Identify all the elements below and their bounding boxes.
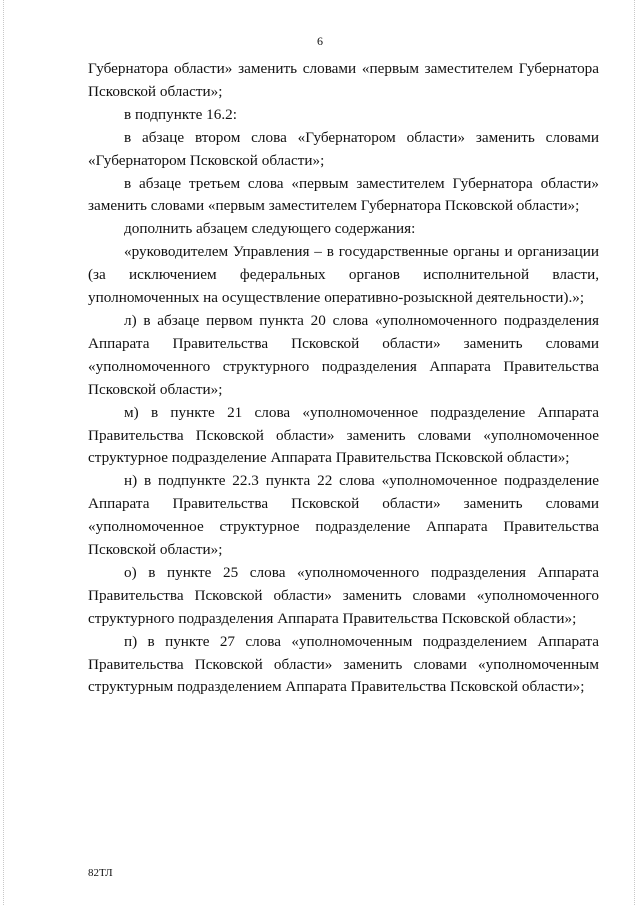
footer-document-code: 82ТЛ: [88, 867, 113, 879]
page-number: 6: [317, 34, 323, 48]
paragraph-item-m: м) в пункте 21 слова «уполномоченное подразделение Аппарата Правительства Псковской области» заменить словами «уполномоченное структурное подразделение Аппарата Правительства Псковской области»;: [88, 403, 599, 467]
paragraph-item-l: л) в абзаце первом пункта 20 слова «уполномоченного подразделения Аппарата Правительства Псковской области» заменить словами «уполномоченного структурного подразделения Аппарата Правительства Псковской области»;: [88, 311, 599, 398]
paragraph-quoted-addition: «руководителем Управления – в государственные органы и организации (за исключением федеральных органов исполнительной власти, уполномоченных на осуществление оперативно-розыскной деятельности).»;: [88, 243, 599, 307]
paragraph-add-abzac: дополнить абзацем следующего содержания:: [124, 220, 416, 238]
paragraph-item-n: н) в подпункте 22.3 пункта 22 слова «уполномоченное подразделение Аппарата Правительства Псковской области» заменить словами «уполномоченное структурное подразделение Аппарата Правительства Псковской области»;: [88, 472, 599, 559]
paragraph-third-abzac: в абзаце третьем слова «первым заместителем Губернатора области» заменить словами «первым заместителем Губернатора Псковской области»;: [88, 174, 599, 215]
paragraph-continuation: Губернатора области» заменить словами «первым заместителем Губернатора Псковской области»;: [88, 60, 599, 100]
scan-edge-right: [634, 0, 636, 905]
paragraph-second-abzac: в абзаце втором слова «Губернатором области» заменить словами «Губернатором Псковской области»;: [88, 128, 599, 169]
document-body: [88, 58, 599, 699]
paragraph-item-o: о) в пункте 25 слова «уполномоченного подразделения Аппарата Правительства Псковской области» заменить словами «уполномоченного структурного подразделения Аппарата Правительства Псковской области»;: [88, 563, 599, 627]
paragraph-subpoint-16-2: в подпункте 16.2:: [124, 105, 237, 123]
paragraph-item-p: п) в пункте 27 слова «уполномоченным подразделением Аппарата Правительства Псковской области» заменить словами «уполномоченным структурным подразделением Аппарата Правительства Псковской области»;: [88, 632, 599, 696]
scan-edge-left: [3, 0, 5, 905]
